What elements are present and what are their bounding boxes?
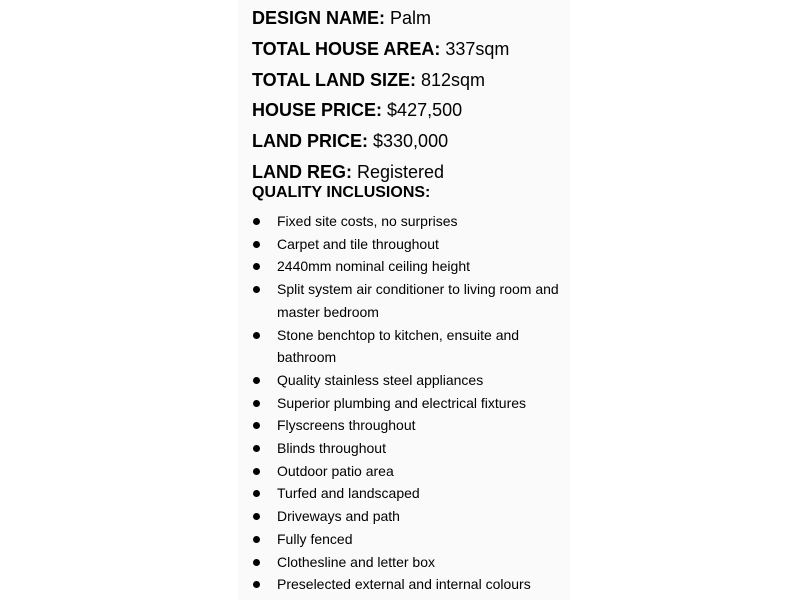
bullet-icon xyxy=(253,536,260,543)
list-item xyxy=(252,437,572,460)
list-item-text: Preselected external and internal colours xyxy=(277,576,531,593)
list-item xyxy=(252,278,572,323)
bullet-icon xyxy=(253,263,260,270)
list-item xyxy=(252,392,572,415)
list-item xyxy=(252,255,572,278)
detail-label: LAND PRICE: xyxy=(252,131,368,152)
detail-label: TOTAL HOUSE AREA: xyxy=(252,38,441,59)
detail-land-price xyxy=(252,128,509,159)
bullet-icon xyxy=(253,377,260,384)
detail-design-name xyxy=(252,5,509,36)
detail-value: 337sqm xyxy=(445,38,510,59)
bullet-icon xyxy=(253,581,260,588)
list-item xyxy=(252,505,572,528)
list-item-text: Fully fenced xyxy=(277,530,353,547)
detail-value: Palm xyxy=(390,8,432,28)
list-item-text: Superior plumbing and electrical fixtures xyxy=(277,394,527,411)
bullet-icon xyxy=(253,241,260,248)
list-item-text: Stone benchtop to kitchen, ensuite and bathroom xyxy=(277,326,520,366)
bullet-icon xyxy=(253,286,260,293)
list-item-text: Blinds throughout xyxy=(277,440,386,457)
list-item xyxy=(252,324,572,369)
list-item-text: Flyscreens throughout xyxy=(277,417,416,434)
bullet-icon xyxy=(253,559,260,566)
list-item-text: Split system air conditioner to living room and master bedroom xyxy=(277,281,559,320)
list-item-text: Turfed and landscaped xyxy=(277,485,420,502)
list-item xyxy=(252,482,572,505)
detail-label: HOUSE PRICE: xyxy=(252,100,383,121)
list-item xyxy=(252,573,572,596)
bullet-icon xyxy=(253,422,260,429)
property-details xyxy=(252,5,509,190)
bullet-icon xyxy=(253,445,260,452)
detail-label: TOTAL LAND SIZE: xyxy=(252,69,416,90)
bullet-icon xyxy=(253,490,260,497)
detail-value: 812sqm xyxy=(421,69,486,90)
list-item xyxy=(252,233,572,256)
detail-value: $427,500 xyxy=(387,100,463,121)
inclusions-heading: QUALITY INCLUSIONS: xyxy=(252,184,431,201)
detail-total-house-area xyxy=(252,36,509,67)
list-item xyxy=(252,528,572,551)
bullet-icon xyxy=(253,468,260,475)
detail-label: DESIGN NAME: xyxy=(252,8,386,28)
list-item xyxy=(252,414,572,437)
detail-house-price xyxy=(252,97,509,128)
list-item xyxy=(252,460,572,483)
bullet-icon xyxy=(253,332,260,339)
list-item-text: Outdoor patio area xyxy=(277,462,394,479)
list-item-text: Carpet and tile throughout xyxy=(277,235,439,252)
list-item-text: Clothesline and letter box xyxy=(277,553,435,570)
detail-value: Registered xyxy=(357,161,445,182)
bullet-icon xyxy=(253,400,260,407)
list-item-text: Quality stainless steel appliances xyxy=(277,371,484,388)
list-item-text: 2440mm nominal ceiling height xyxy=(277,258,470,275)
list-item-text: Fixed site costs, no surprises xyxy=(277,213,458,229)
list-item-text: Driveways and path xyxy=(277,508,400,525)
bullet-icon xyxy=(253,218,260,225)
list-item xyxy=(252,210,572,233)
detail-label: LAND REG: xyxy=(252,161,352,182)
detail-value: $330,000 xyxy=(373,131,449,152)
list-item xyxy=(252,551,572,574)
detail-total-land-size xyxy=(252,67,509,98)
inclusions-list xyxy=(252,210,572,596)
list-item xyxy=(252,369,572,392)
bullet-icon xyxy=(253,513,260,520)
